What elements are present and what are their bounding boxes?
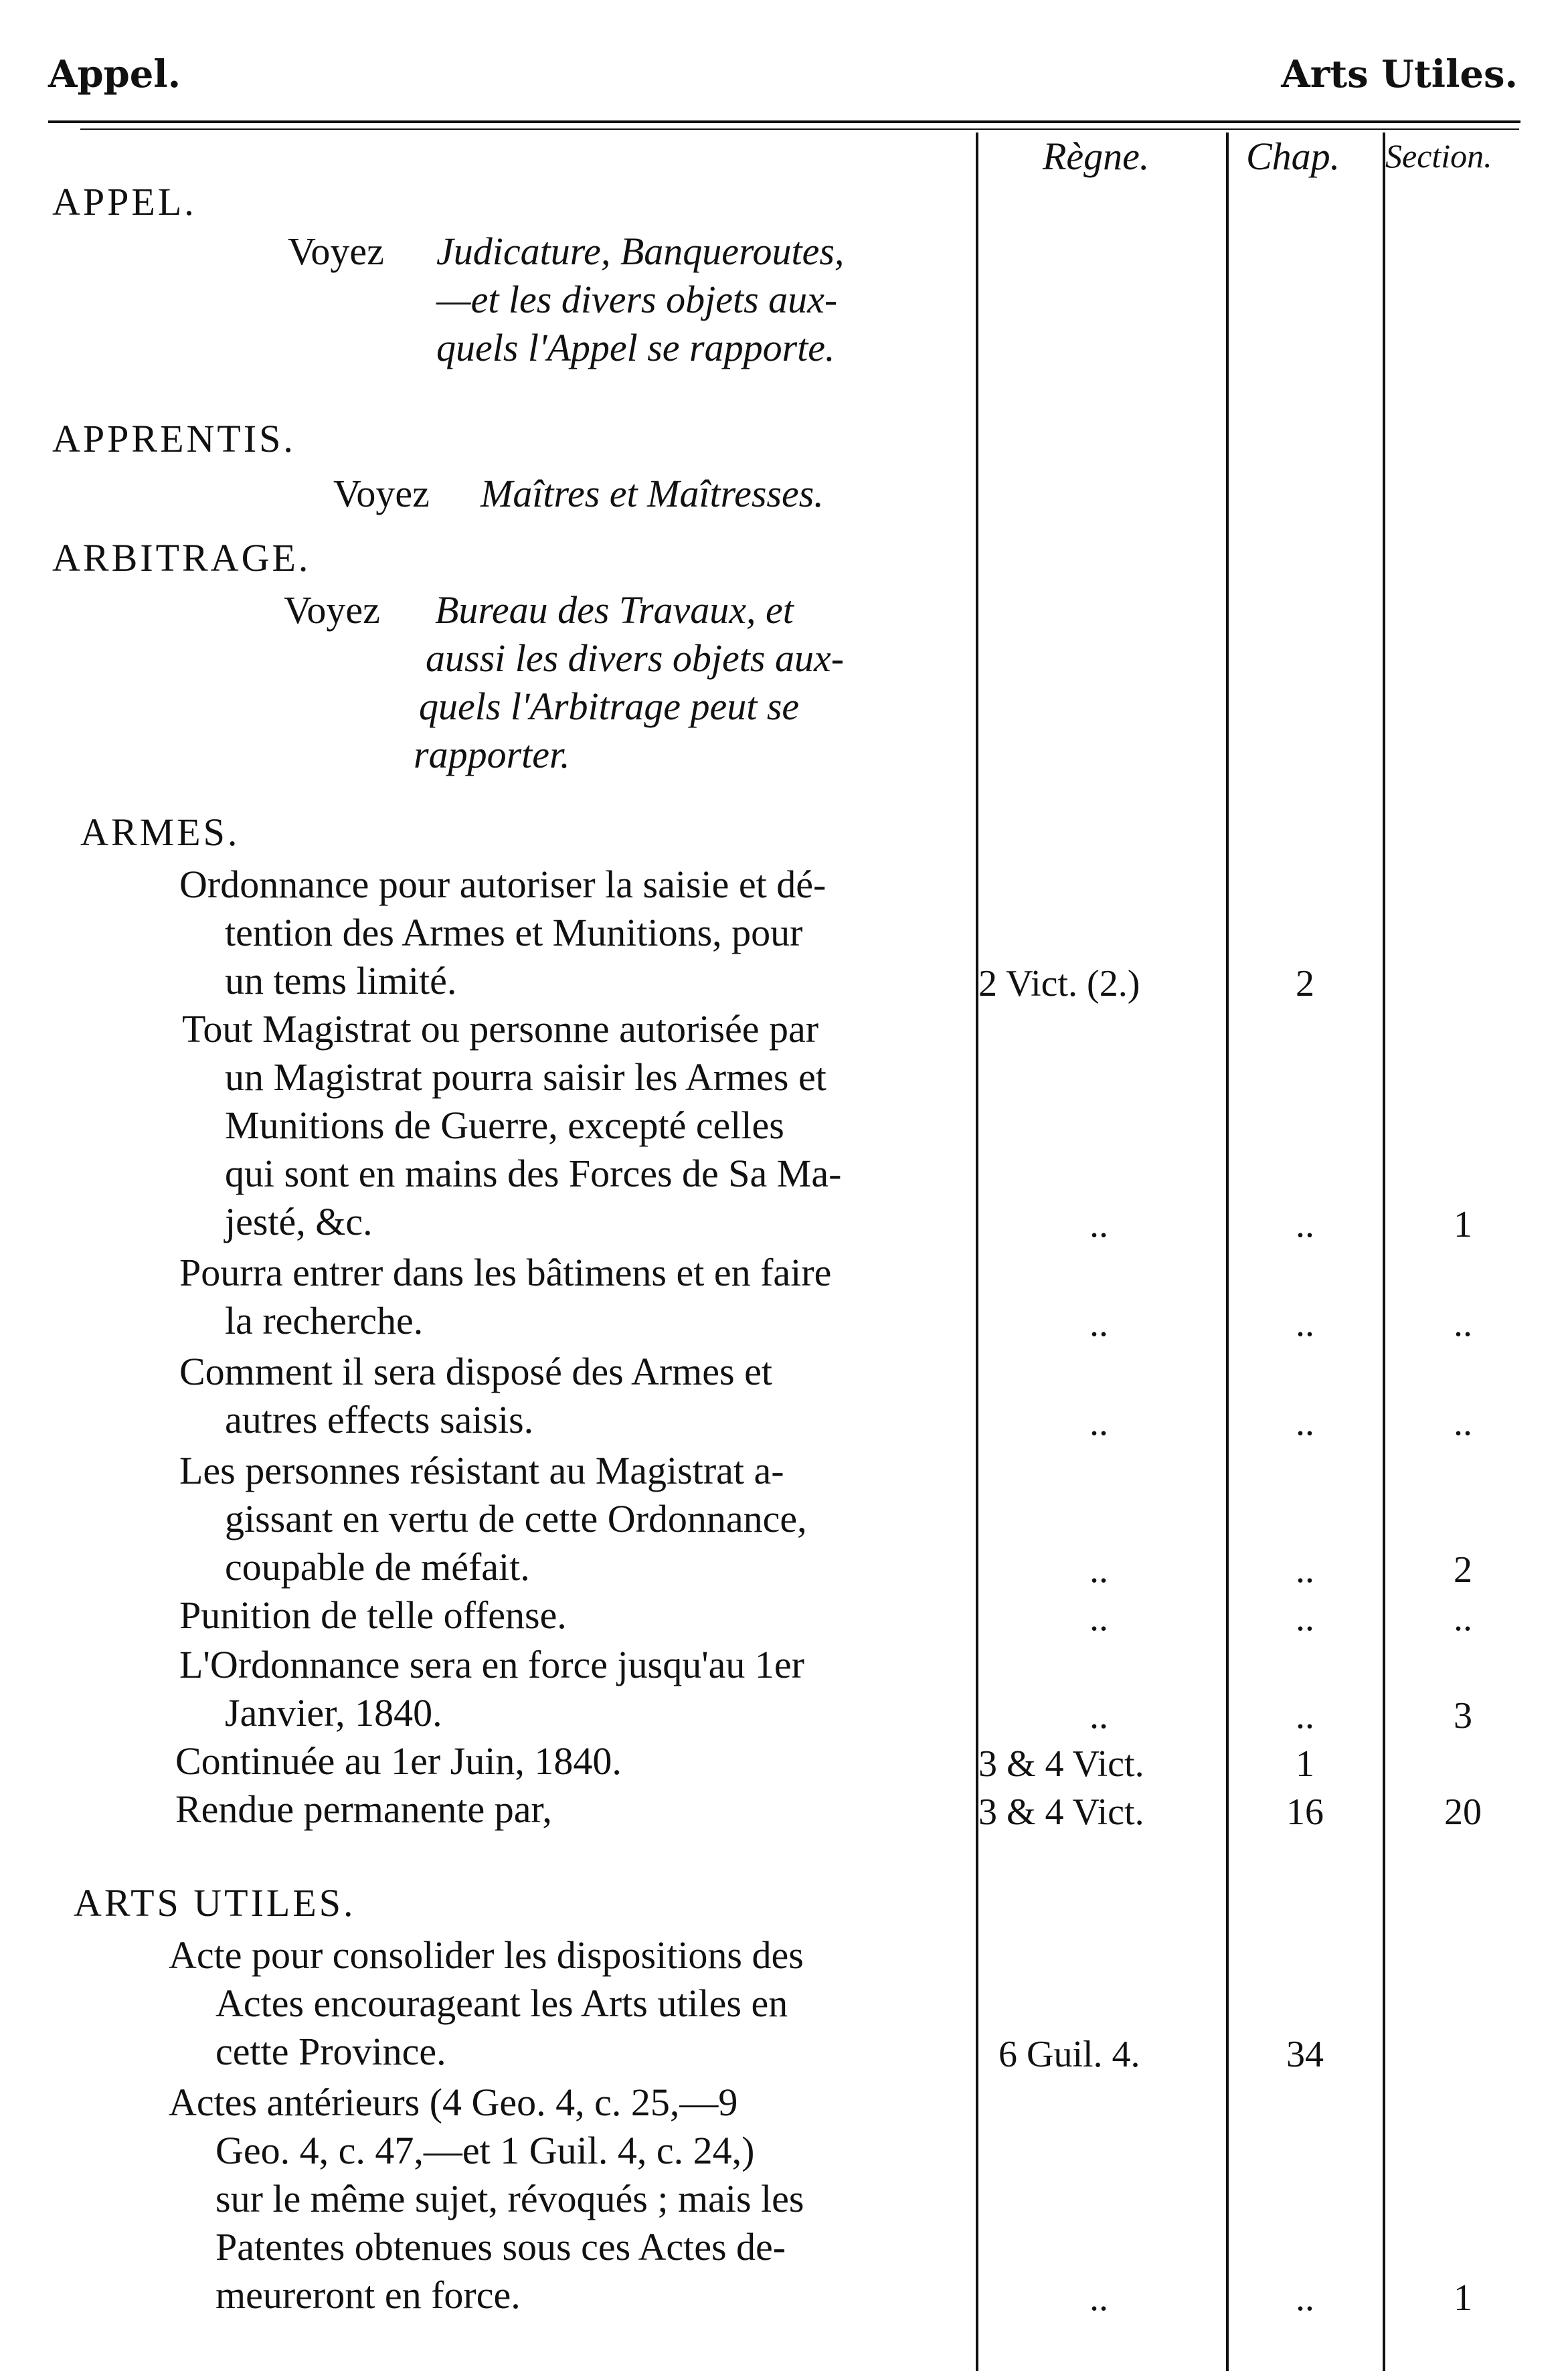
cell-chap: 2 bbox=[1296, 963, 1314, 1004]
cell-chap: .. bbox=[1296, 1549, 1314, 1591]
entry-line: Continuée au 1er Juin, 1840. bbox=[175, 1739, 622, 1783]
cell-chap: .. bbox=[1296, 1402, 1314, 1443]
cell-chap: .. bbox=[1296, 1303, 1314, 1344]
entry-line: Acte pour consolider les dispositions des bbox=[169, 1933, 804, 1977]
entry-line: jesté, &c. bbox=[225, 1200, 373, 1243]
cell-regne: 3 & 4 Vict. bbox=[978, 1743, 1144, 1785]
header-rule bbox=[48, 120, 1520, 123]
cell-section: 1 bbox=[1454, 2277, 1472, 2319]
entry-line: Geo. 4, c. 47,—et 1 Guil. 4, c. 24,) bbox=[215, 2129, 755, 2172]
cross-reference: quels l'Arbitrage peut se bbox=[419, 685, 800, 728]
entry-line: Ordonnance pour autoriser la saisie et dé- bbox=[179, 863, 826, 906]
entry-line: Patentes obtenues sous ces Actes de- bbox=[215, 2225, 786, 2269]
cell-chap: .. bbox=[1296, 1204, 1314, 1245]
voyez-label: Voyez bbox=[284, 588, 380, 632]
cell-section: .. bbox=[1454, 1303, 1472, 1344]
cell-section: 3 bbox=[1454, 1695, 1472, 1737]
entry-line: un tems limité. bbox=[225, 959, 457, 1002]
cell-chap: .. bbox=[1296, 2277, 1314, 2319]
entry-line: un Magistrat pourra saisir les Armes et bbox=[225, 1055, 826, 1099]
cell-regne: .. bbox=[1090, 1402, 1108, 1443]
cell-chap: .. bbox=[1296, 1597, 1314, 1639]
column-divider-chap bbox=[1226, 133, 1229, 2371]
entry-line: Tout Magistrat ou personne autorisée par bbox=[182, 1007, 819, 1051]
cell-regne: 3 & 4 Vict. bbox=[978, 1791, 1144, 1833]
cross-reference: Maîtres et Maîtresses. bbox=[481, 472, 824, 515]
column-divider-section bbox=[1383, 133, 1385, 2371]
cross-reference: aussi les divers objets aux- bbox=[426, 636, 845, 680]
entry-line: meureront en force. bbox=[215, 2273, 521, 2317]
cross-reference: —et les divers objets aux- bbox=[436, 278, 838, 321]
cell-section: 2 bbox=[1454, 1549, 1472, 1591]
entry-line: Les personnes résistant au Magistrat a- bbox=[179, 1449, 784, 1492]
running-head-left: Appel. bbox=[48, 52, 181, 96]
voyez-label: Voyez bbox=[288, 230, 384, 273]
cell-section: .. bbox=[1454, 1402, 1472, 1443]
entry-line: Comment il sera disposé des Armes et bbox=[179, 1350, 772, 1393]
entry-line: cette Province. bbox=[215, 2030, 446, 2073]
entry-line: la recherche. bbox=[225, 1299, 424, 1342]
entry-line: qui sont en mains des Forces de Sa Ma- bbox=[225, 1152, 842, 1195]
cell-regne: .. bbox=[1090, 1204, 1108, 1245]
cross-reference: rapporter. bbox=[414, 733, 570, 776]
entry-line: Punition de telle offense. bbox=[179, 1593, 567, 1637]
running-head-right: Arts Utiles. bbox=[1281, 52, 1518, 96]
entry-line: tention des Armes et Munitions, pour bbox=[225, 911, 803, 954]
entry-line: coupable de méfait. bbox=[225, 1545, 530, 1589]
section-heading: APPRENTIS. bbox=[52, 417, 296, 460]
entry-line: Munitions de Guerre, excepté celles bbox=[225, 1104, 784, 1147]
entry-line: L'Ordonnance sera en force jusqu'au 1er bbox=[179, 1643, 804, 1686]
section-heading: ARTS UTILES. bbox=[74, 1881, 356, 1925]
cell-chap: .. bbox=[1296, 1695, 1314, 1737]
section-heading: ARMES. bbox=[80, 810, 240, 854]
section-heading: APPEL. bbox=[52, 180, 197, 224]
entry-line: Rendue permanente par, bbox=[175, 1787, 552, 1831]
column-header-chap: Chap. bbox=[1246, 135, 1340, 178]
cell-regne: .. bbox=[1090, 1549, 1108, 1591]
cell-section: 1 bbox=[1454, 1204, 1472, 1245]
column-header-regne: Règne. bbox=[1043, 135, 1150, 178]
cell-regne: 2 Vict. (2.) bbox=[978, 963, 1140, 1004]
entry-line: Pourra entrer dans les bâtimens et en faire bbox=[179, 1251, 832, 1294]
entry-line: Janvier, 1840. bbox=[225, 1691, 442, 1735]
cell-section: .. bbox=[1454, 1597, 1472, 1639]
cell-chap: 16 bbox=[1286, 1791, 1324, 1833]
cross-reference: quels l'Appel se rapporte. bbox=[436, 326, 835, 369]
entry-line: Actes encourageant les Arts utiles en bbox=[215, 1982, 788, 2025]
entry-line: Actes antérieurs (4 Geo. 4, c. 25,—9 bbox=[169, 2081, 738, 2124]
section-heading: ARBITRAGE. bbox=[52, 536, 311, 580]
cell-chap: 34 bbox=[1286, 2034, 1324, 2075]
cell-regne: 6 Guil. 4. bbox=[998, 2034, 1140, 2075]
entry-line: gissant en vertu de cette Ordonnance, bbox=[225, 1497, 807, 1540]
cell-regne: .. bbox=[1090, 2277, 1108, 2319]
cross-reference: Bureau des Travaux, et bbox=[435, 588, 794, 632]
voyez-label: Voyez bbox=[333, 472, 430, 515]
cell-regne: .. bbox=[1090, 1597, 1108, 1639]
entry-line: autres effects saisis. bbox=[225, 1398, 534, 1441]
entry-line: sur le même sujet, révoqués ; mais les bbox=[215, 2177, 804, 2220]
cell-section: 20 bbox=[1444, 1791, 1482, 1833]
cell-regne: .. bbox=[1090, 1695, 1108, 1737]
cell-chap: 1 bbox=[1296, 1743, 1314, 1785]
column-header-section: Section. bbox=[1385, 137, 1492, 175]
column-divider-regne bbox=[976, 133, 978, 2371]
cell-regne: .. bbox=[1090, 1303, 1108, 1344]
cross-reference: Judicature, Banqueroutes, bbox=[436, 230, 845, 273]
header-rule-thin bbox=[80, 128, 1519, 130]
